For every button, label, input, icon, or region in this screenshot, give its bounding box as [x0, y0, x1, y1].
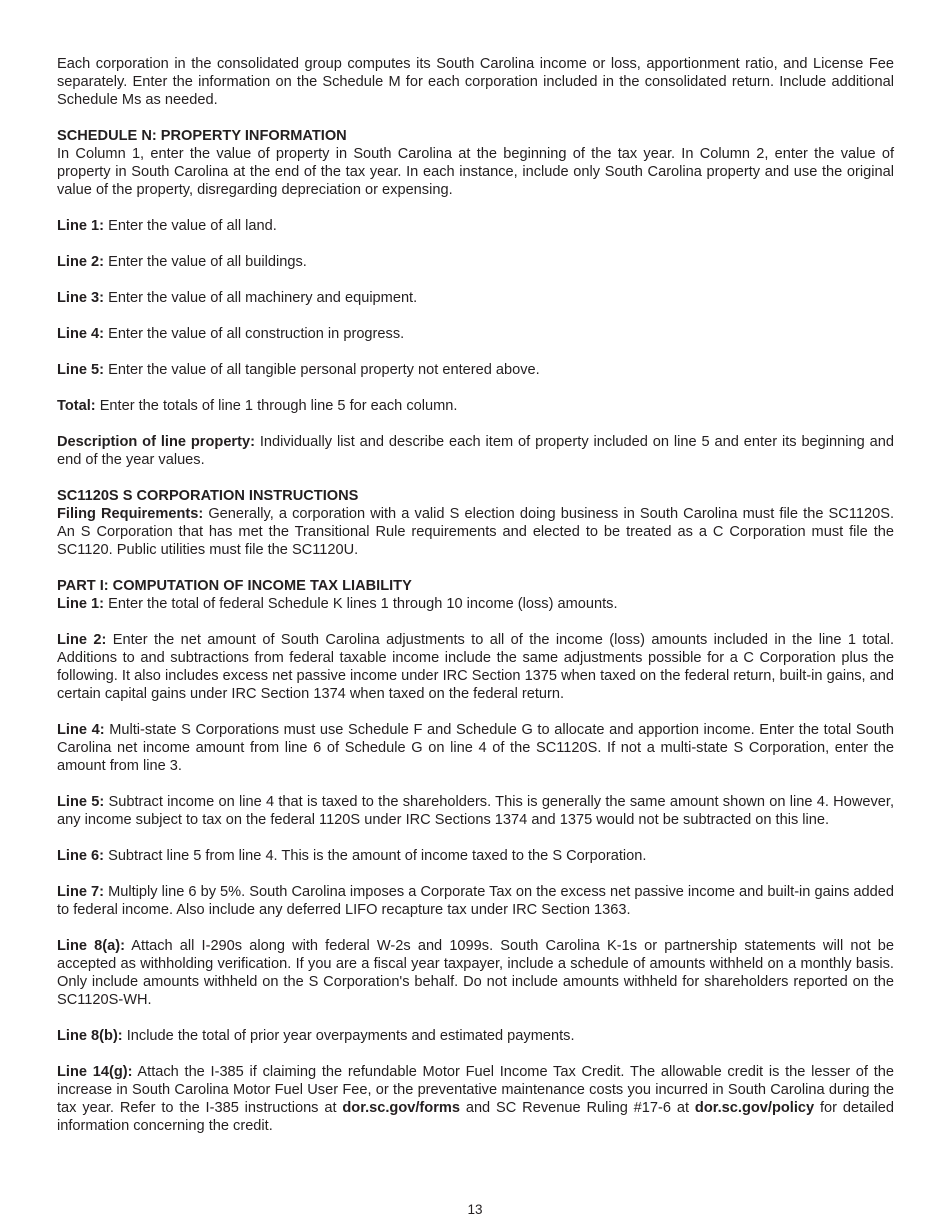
line-label: Line 1: [57, 218, 105, 234]
schedule-n-line-2 [57, 253, 894, 271]
line-text: Enter the net amount of South Carolina adjustments to all of the income (loss) amounts included in the line 1 total. Additions to and subtractions from federal taxable income include the same adjustments possible for a C Corporation plus the following. It also includes excess net passive income under IRC Section 1375 when taxed on the federal return, built-in gains, and certain capital gains under IRC Section 1374 when taxed on the federal return. [57, 632, 895, 702]
line-text: Enter the value of all land. [104, 218, 277, 234]
part-1-heading: PART I: COMPUTATION OF INCOME TAX LIABILITY [57, 578, 412, 594]
schedule-n-line-1 [57, 217, 894, 235]
line-text: and SC Revenue Ruling #17-6 at [459, 1100, 695, 1116]
line-label: Line 8(b): [57, 1028, 123, 1044]
line-label: Line 8(a): [57, 938, 125, 954]
line-label: Line 4: [57, 722, 105, 738]
part-1-line-6 [57, 847, 894, 865]
part-1-line-14g [57, 1063, 894, 1135]
line-text: Enter the totals of line 1 through line 5 for each column. [95, 398, 458, 414]
line-text: Multiply line 6 by 5%. South Carolina imposes a Corporate Tax on the excess net passive income and built-in gains added to federal income. Also include any deferred LIFO recapture tax under IRC Section 1363. [57, 884, 895, 918]
schedule-n-line-3 [57, 289, 894, 307]
line-text: Enter the value of all tangible personal property not entered above. [104, 362, 540, 378]
line-text: Include the total of prior year overpayments and estimated payments. [122, 1028, 575, 1044]
line-label: Line 2: [57, 254, 105, 270]
page-number: 13 [467, 1202, 483, 1217]
line-label: Line 1: [57, 596, 105, 612]
part-1-line-2 [57, 631, 894, 703]
line-label: Description of line property: [57, 434, 255, 450]
forms-link[interactable]: dor.sc.gov/forms [342, 1100, 460, 1116]
part-1-line-1 [57, 595, 894, 613]
line-text: Multi-state S Corporations must use Schedule F and Schedule G to allocate and apportion income. Enter the total South Carolina net income amount from line 6 of Schedule G on line 4 of the SC1120S. If not a multi-state S Corporation, enter the amount from line 3. [57, 722, 894, 774]
line-text: Generally, a corporation with a valid S election doing business in South Carolina must file the SC1120S. An S Corporation that has met the Transitional Rule requirements and elected to be treated as a C Corporation must file the SC1120. Public utilities must file the SC1120U. [57, 506, 895, 558]
line-label: Line 3: [57, 290, 105, 306]
line-text: Attach all I-290s along with federal W-2s and 1099s. South Carolina K-1s or partnership statements will not be accepted as withholding verification. If you are a fiscal year taxpayer, include a schedule of amounts withheld on a monthly basis. Only include amounts withheld on the S Corporation's behalf. Do not include amounts withheld for shareholders reported on the SC1120S-WH. [57, 938, 894, 1008]
policy-link[interactable]: dor.sc.gov/policy [694, 1100, 815, 1116]
sc1120s-heading: SC1120S S CORPORATION INSTRUCTIONS [57, 488, 359, 504]
line-label: Total: [57, 398, 96, 414]
schedule-n-description [57, 433, 894, 469]
schedule-n-total [57, 397, 894, 415]
part-1-line-7 [57, 883, 894, 919]
line-text: Attach the I-385 if claiming the refundable Motor Fuel Income Tax Credit. The allowable credit is the lesser of the increase in South Carolina Motor Fuel User Fee, or the preventative maintenance costs you incurred in South Carolina during the tax year. Refer to the I-385 instructions at [57, 1064, 895, 1116]
part-1-line-8a [57, 937, 894, 1009]
schedule-n-heading: SCHEDULE N: PROPERTY INFORMATION [57, 128, 347, 144]
schedule-n-line-4 [57, 325, 894, 343]
page-content [57, 55, 894, 1135]
intro-paragraph: Each corporation in the consolidated group computes its South Carolina income or loss, apportionment ratio, and License Fee separately. Enter the information on the Schedule M for each corporation included in the consolidated return. Include additional Schedule Ms as needed. [57, 56, 894, 108]
line-label: Line 4: [57, 326, 105, 342]
line-label: Line 14(g): [57, 1064, 133, 1080]
line-label: Line 2: [57, 632, 107, 648]
line-text: Enter the value of all machinery and equipment. [104, 290, 418, 306]
line-text: Subtract income on line 4 that is taxed to the shareholders. This is generally the same amount shown on line 4. However, any income subject to tax on the federal 1120S under IRC Sections 1374 and 1375 would not be subtracted on this line. [57, 794, 895, 828]
filing-requirements [57, 505, 894, 559]
part-1-line-5 [57, 793, 894, 829]
line-label: Line 5: [57, 362, 105, 378]
line-label: Line 6: [57, 848, 105, 864]
line-text: Enter the total of federal Schedule K lines 1 through 10 income (loss) amounts. [104, 596, 618, 612]
line-text: for detailed information concerning the credit. [57, 1100, 894, 1134]
schedule-n-line-5 [57, 361, 894, 379]
line-label: Line 5: [57, 794, 105, 810]
schedule-n-intro: In Column 1, enter the value of property in South Carolina at the beginning of the tax year. In Column 2, enter the value of property in South Carolina at the end of the tax year. In each instance, include only South Carolina property and use the original value of the property, disregarding depreciation or expensing. [57, 146, 894, 198]
line-text: Individually list and describe each item of property included on line 5 and enter its beginning and end of the year values. [57, 434, 894, 468]
line-label: Filing Requirements: [57, 506, 204, 522]
line-label: Line 7: [57, 884, 105, 900]
line-text: Enter the value of all construction in progress. [104, 326, 405, 342]
part-1-line-4 [57, 721, 894, 775]
line-text: Enter the value of all buildings. [104, 254, 307, 270]
part-1-line-8b [57, 1027, 894, 1045]
line-text: Subtract line 5 from line 4. This is the amount of income taxed to the S Corporation. [104, 848, 647, 864]
